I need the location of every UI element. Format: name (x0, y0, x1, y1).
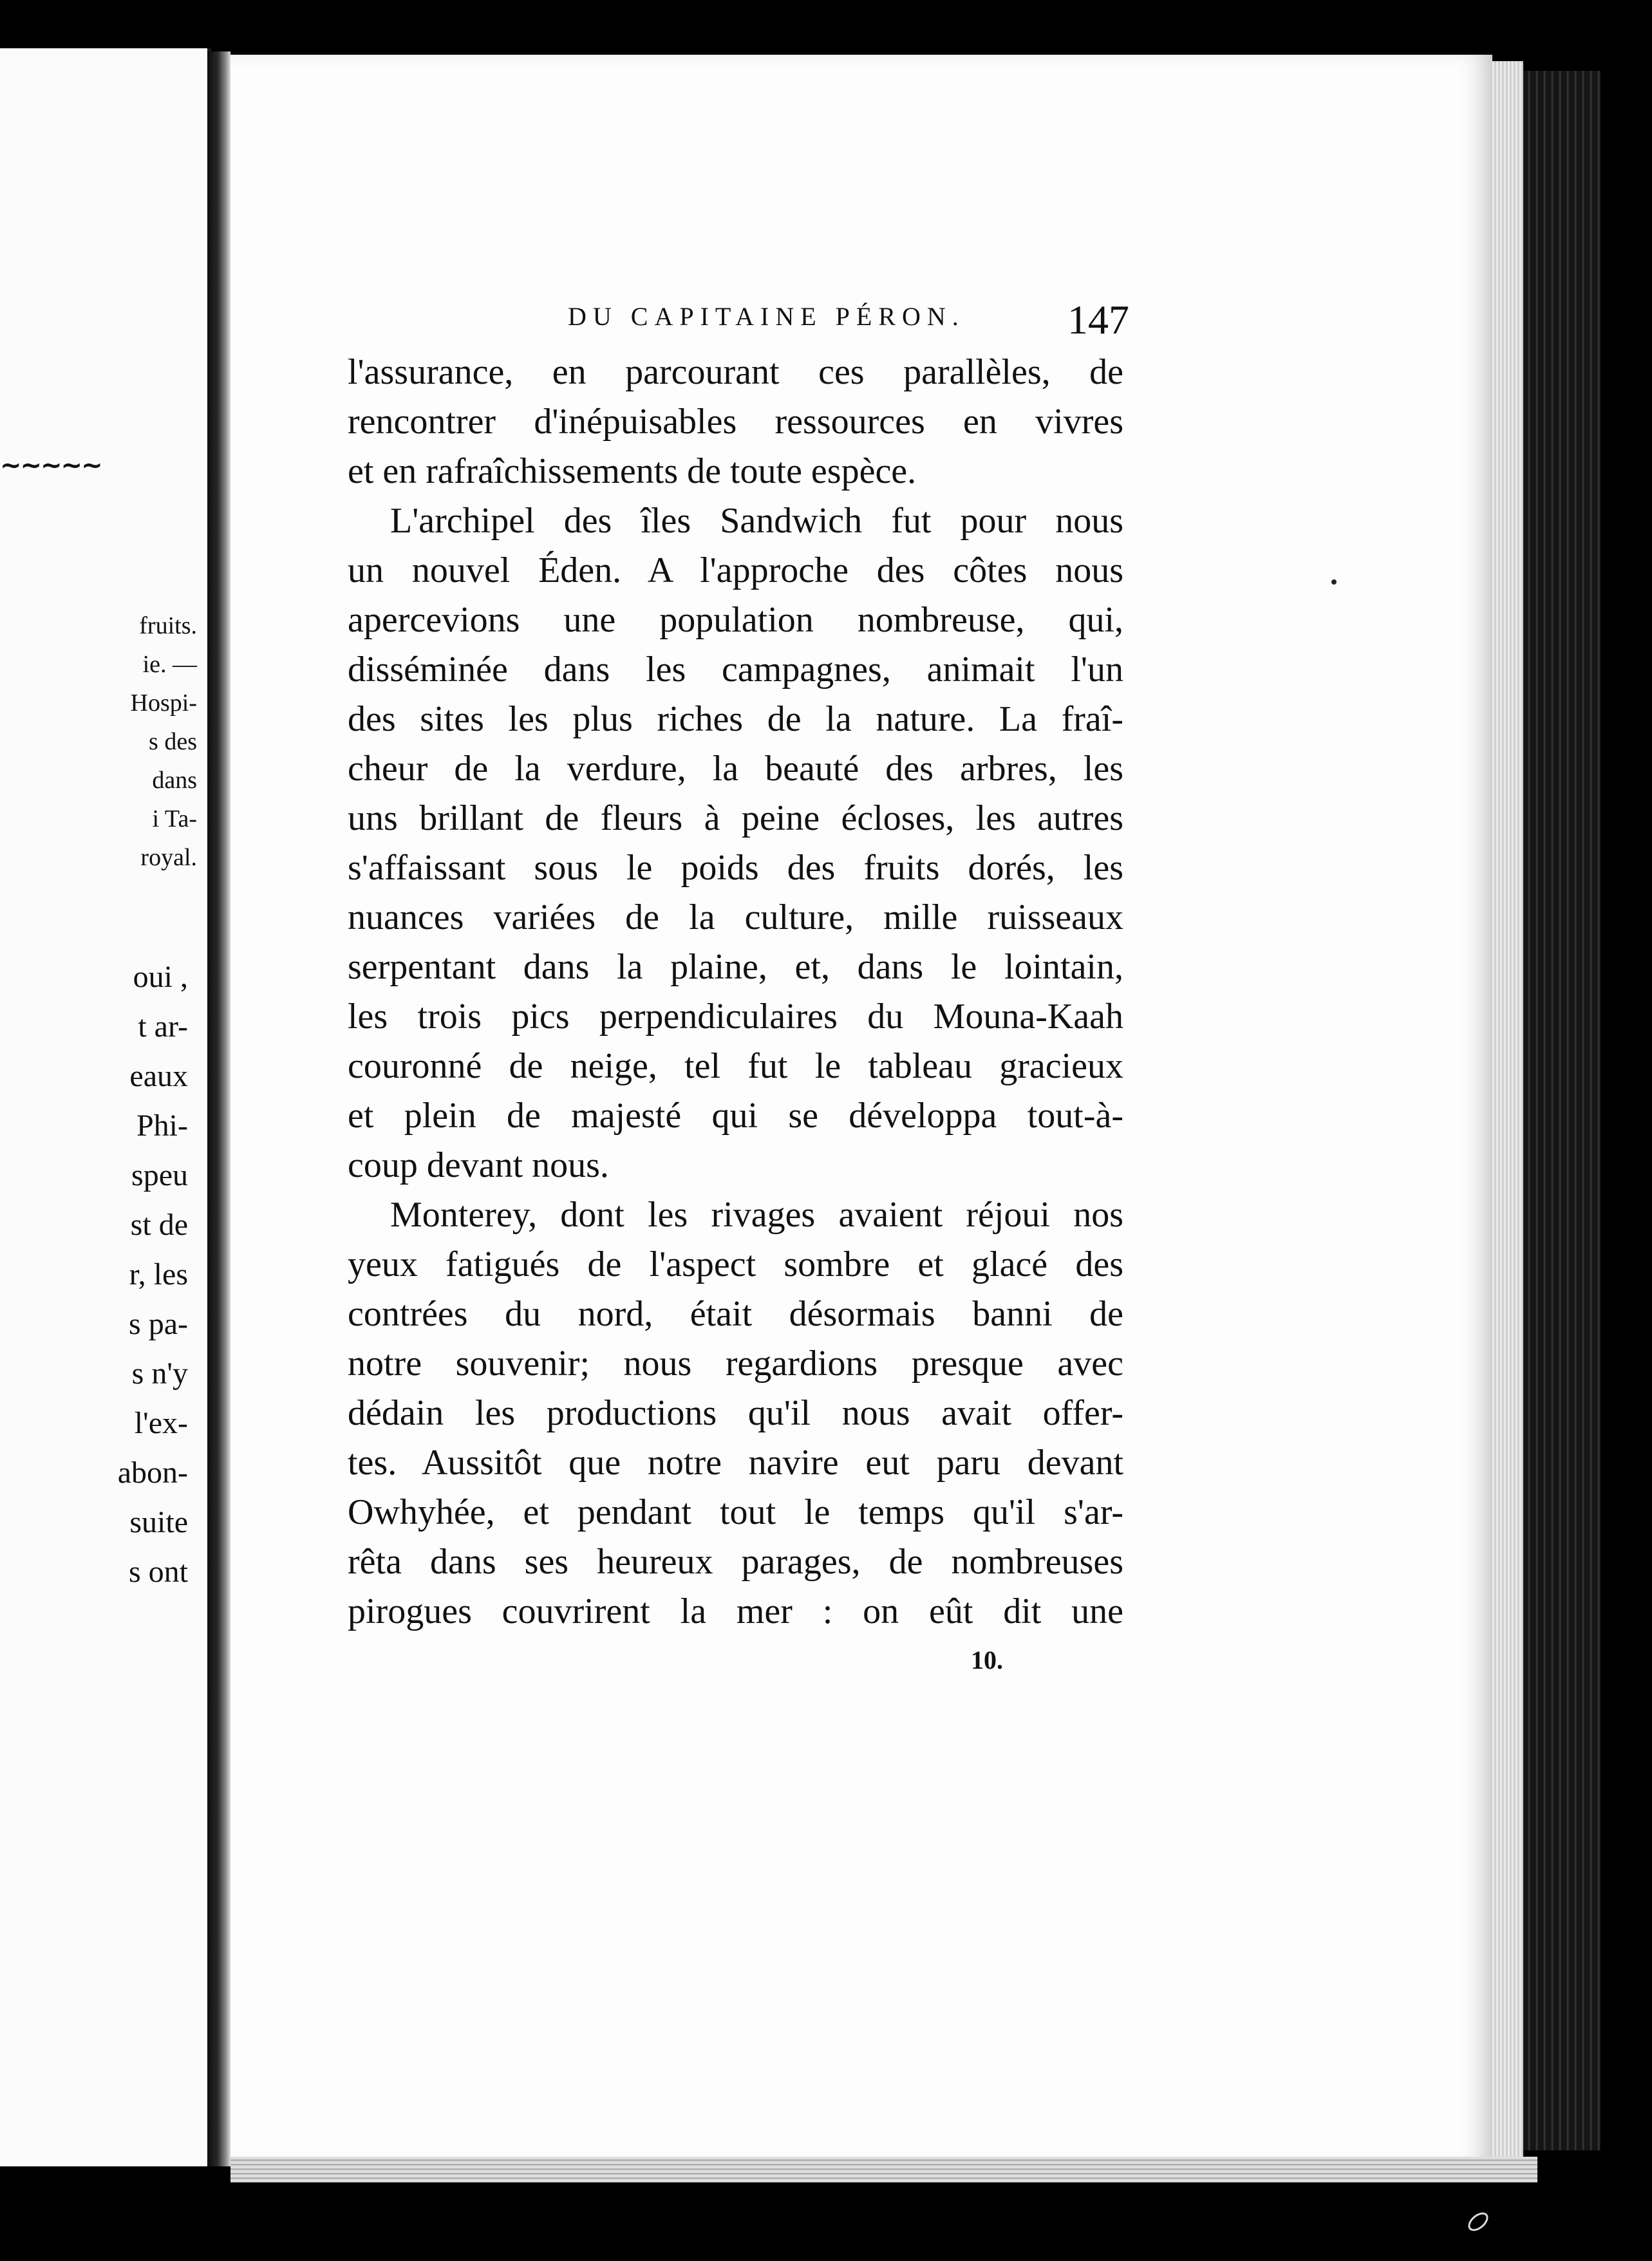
text-line: cheur de la verdure, la beauté des arbres, les (348, 749, 1123, 789)
left-text-fragment: t ar- (138, 1009, 188, 1044)
page-number: 147 (1067, 297, 1129, 342)
left-text-fragment: abon- (117, 1456, 188, 1490)
left-note-line: i Ta- (152, 805, 197, 832)
ink-speck (1331, 579, 1337, 585)
left-text-fragment: st de (130, 1208, 188, 1242)
text-line: nuances variées de la culture, mille ruisseaux (348, 897, 1123, 937)
left-note-line: fruits. (139, 612, 197, 639)
left-note-line: ie. — (142, 651, 197, 678)
text-line: notre souvenir; nous regardions presque avec (348, 1344, 1123, 1384)
book-gutter (207, 52, 230, 2166)
left-text-fragment: s ont (128, 1555, 188, 1589)
left-page (0, 48, 211, 2166)
text-line: L'archipel des îles Sandwich fut pour nous (390, 501, 1123, 541)
text-line: les trois pics perpendiculaires du Mouna-Kaah (348, 997, 1123, 1037)
text-line: coup devant nous. (348, 1145, 609, 1185)
page-bottom-edges (230, 2157, 1537, 2182)
text-line: s'affaissant sous le poids des fruits dorés, les (348, 848, 1123, 888)
left-text-fragment: s n'y (131, 1356, 188, 1391)
text-line: disséminée dans les campagnes, animait l'un (348, 650, 1123, 690)
scan-mark (1465, 2209, 1492, 2235)
text-line: rêta dans ses heureux parages, de nombreuses (348, 1542, 1123, 1582)
text-line: tes. Aussitôt que notre navire eut paru devant (348, 1443, 1123, 1483)
text-line: yeux fatigués de l'aspect sombre et glacé des (348, 1244, 1123, 1284)
text-line: un nouvel Éden. A l'approche des côtes nous (348, 550, 1123, 590)
left-text-fragment: suite (129, 1505, 188, 1539)
left-note-line: s des (149, 728, 197, 755)
left-note-line: dans (152, 767, 197, 794)
text-line: et plein de majesté qui se développa tout-à- (348, 1096, 1123, 1136)
left-note-line: Hospi- (130, 690, 197, 717)
left-page-ornament: ~~~~~ (0, 451, 102, 480)
text-line: serpentant dans la plaine, et, dans le lointain, (348, 947, 1123, 987)
text-line: l'assurance, en parcourant ces parallèles, de (348, 352, 1123, 392)
text-line: uns brillant de fleurs à peine écloses, les autres (348, 798, 1123, 838)
left-text-fragment: oui , (133, 960, 188, 994)
running-head: DU CAPITAINE PÉRON. (568, 302, 965, 331)
text-line: contrées du nord, était désormais banni de (348, 1294, 1123, 1334)
left-text-fragment: Phi- (136, 1109, 188, 1143)
left-text-fragment: eaux (129, 1059, 188, 1093)
text-line: rencontrer d'inépuisables ressources en vivres (348, 402, 1123, 442)
text-line: et en rafraîchissements de toute espèce. (348, 451, 917, 491)
signature-mark: 10. (971, 1646, 1003, 1675)
left-text-fragment: s pa- (129, 1307, 188, 1341)
text-line: couronné de neige, tel fut le tableau gracieux (348, 1046, 1123, 1086)
body-text (348, 348, 1123, 1637)
text-line: apercevions une population nombreuse, qui, (348, 600, 1123, 640)
text-line: des sites les plus riches de la nature. La fraî- (348, 699, 1123, 739)
text-line: Owhyhée, et pendant tout le temps qu'il s'ar- (348, 1492, 1123, 1532)
book-fore-edge (1523, 71, 1600, 2150)
text-line: pirogues couvrirent la mer : on eût dit une (348, 1591, 1123, 1631)
left-text-fragment: speu (131, 1158, 188, 1192)
left-note-line: royal. (140, 844, 197, 871)
text-line: dédain les productions qu'il nous avait offer- (348, 1393, 1123, 1433)
left-text-fragment: r, les (129, 1257, 188, 1291)
page-edges (1492, 61, 1523, 2160)
text-line: Monterey, dont les rivages avaient réjoui nos (390, 1195, 1123, 1235)
left-text-fragment: l'ex- (134, 1406, 188, 1440)
